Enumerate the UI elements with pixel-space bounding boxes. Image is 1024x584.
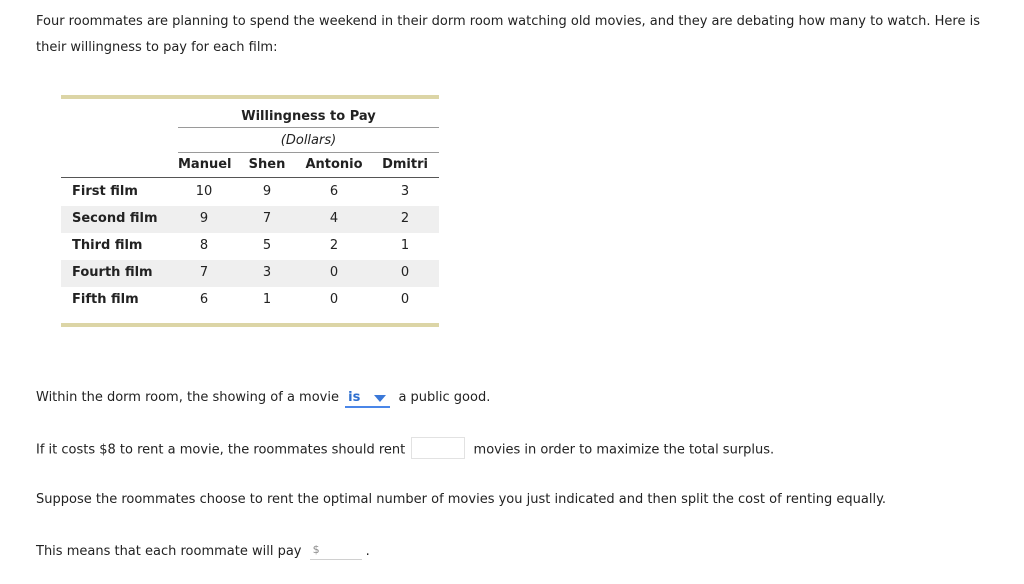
cell-value: 1 (262, 292, 272, 307)
row-label: Third film (72, 238, 143, 253)
cell-value: 10 (195, 184, 213, 199)
cell-value: 3 (262, 265, 272, 280)
cell-value: 7 (199, 265, 209, 280)
header-divider (178, 127, 439, 128)
row-label: Fifth film (72, 292, 139, 307)
column-header-dmitri: Dmitri (382, 157, 428, 172)
dropdown-selected-value: is (348, 390, 361, 405)
cell-value: 0 (400, 292, 410, 307)
question-text: a public good. (398, 390, 491, 405)
intro-text: Four roommates are planning to spend the weekend in their dorm room watching old movies, and they are debating how many to watch. Here is their willingness to pay for each film: (36, 14, 981, 55)
question-text: This means that each roommate will pay (36, 544, 302, 559)
cell-value: 0 (329, 292, 339, 307)
public-good-dropdown[interactable] (345, 390, 390, 408)
question-text: If it costs $8 to rent a movie, the roommates should rent (36, 442, 406, 458)
cell-value: 7 (262, 211, 272, 226)
cell-value: 9 (199, 211, 209, 226)
table-group-units: (Dollars) (280, 133, 337, 148)
cell-value: 6 (329, 184, 339, 199)
dropdown-triangle-icon (374, 395, 386, 402)
question-public-good (36, 390, 490, 408)
payment-field[interactable] (310, 541, 362, 560)
table-row (61, 233, 439, 260)
question-text: . (365, 544, 370, 559)
header-divider (178, 152, 439, 153)
table-row (61, 260, 439, 287)
column-header-manuel: Manuel (178, 157, 232, 172)
willingness-table (61, 95, 439, 327)
cell-value: 2 (329, 238, 339, 253)
cell-value: 1 (400, 238, 410, 253)
table-row (61, 206, 439, 233)
cell-value: 4 (329, 211, 339, 226)
row-label: First film (72, 184, 138, 199)
cell-value: 6 (199, 292, 209, 307)
cell-value: 2 (400, 211, 410, 226)
question-split-cost: Suppose the roommates choose to rent the optimal number of movies you just indicated and then split the cost of renting equally. (36, 492, 887, 507)
table-bottom-rule (61, 323, 439, 327)
header-bottom-rule (61, 177, 439, 178)
cell-value: 0 (329, 265, 339, 280)
row-label: Second film (72, 211, 158, 226)
cell-value: 0 (400, 265, 410, 280)
column-header-shen: Shen (248, 157, 286, 172)
table-group-title: Willingness to Pay (241, 109, 376, 124)
cell-value: 5 (262, 238, 272, 253)
table-row (61, 287, 439, 314)
question-movies-count (36, 441, 774, 459)
row-label: Fourth film (72, 265, 153, 280)
cell-value: 9 (262, 184, 272, 199)
column-header-antonio: Antonio (305, 157, 363, 172)
table-top-rule (61, 95, 439, 99)
question-text: movies in order to maximize the total surplus. (473, 442, 775, 458)
cell-value: 8 (199, 238, 209, 253)
cell-value: 3 (400, 184, 410, 199)
dollar-sign-prefix: $ (312, 543, 320, 556)
question-text: Within the dorm room, the showing of a movie (36, 390, 339, 405)
table-row (61, 179, 439, 206)
payment-input[interactable] (322, 541, 364, 560)
movies-count-input[interactable] (411, 437, 465, 459)
question-each-pays (36, 543, 370, 560)
